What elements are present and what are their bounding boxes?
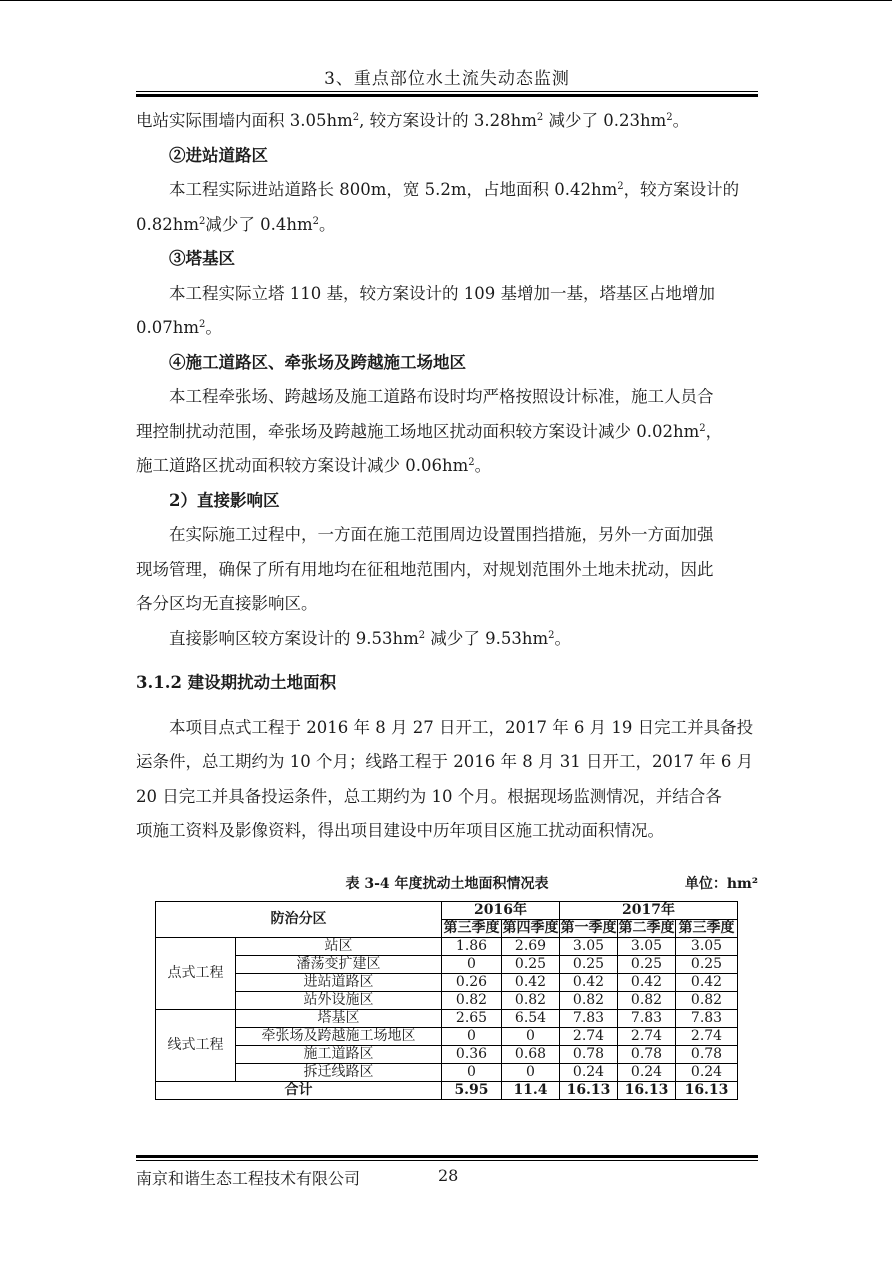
total-cell: 16.13 bbox=[618, 1082, 676, 1100]
cell: 0.42 bbox=[618, 974, 676, 992]
paragraph: 项施工资料及影像资料，得出项目建设中历年项目区施工扰动面积情况。 bbox=[136, 821, 664, 840]
footer-rule-thick bbox=[136, 1155, 758, 1158]
cell: 0 bbox=[442, 956, 502, 974]
row-label: 拆迁线路区 bbox=[236, 1064, 442, 1082]
header-quarter: 第二季度 bbox=[618, 920, 675, 936]
cell: 0 bbox=[442, 1028, 502, 1046]
cell: 7.83 bbox=[560, 1010, 618, 1028]
subheading-direct-impact: 2）直接影响区 bbox=[169, 490, 280, 510]
cell: 0.42 bbox=[560, 974, 618, 992]
header-zone: 防治分区 bbox=[156, 902, 442, 938]
total-label: 合计 bbox=[156, 1082, 442, 1100]
cell: 0.25 bbox=[618, 956, 676, 974]
paragraph: 本工程实际立塔 110 基，较方案设计的 109 基增加一基，塔基区占地增加 bbox=[169, 283, 715, 303]
paragraph: 本工程牵张场、跨越场及施工道路布设时均严格按照设计标准，施工人员合 bbox=[169, 387, 714, 406]
table-row bbox=[156, 1046, 738, 1064]
cell: 0.24 bbox=[560, 1064, 618, 1082]
row-label: 施工道路区 bbox=[236, 1046, 442, 1064]
total-cell: 5.95 bbox=[442, 1082, 502, 1100]
cell: 0.78 bbox=[618, 1046, 676, 1064]
header-year-2017: 2017年 bbox=[560, 902, 738, 920]
cell: 3.05 bbox=[676, 938, 738, 956]
header-quarter: 第三季度 bbox=[676, 920, 738, 938]
table-header-row bbox=[156, 902, 738, 920]
paragraph: 本工程实际进站道路长 800m，宽 5.2m，占地面积 $0.42hm^2$，较方案设计的 bbox=[169, 180, 740, 199]
cell: 6.54 bbox=[502, 1010, 560, 1028]
paragraph: 直接影响区较方案设计的 $9.53hm^2$ 减少了 $9.53hm^2$。 bbox=[169, 628, 572, 648]
row-label: 进站道路区 bbox=[236, 974, 442, 992]
cell: 0 bbox=[442, 1064, 502, 1082]
page-top-border bbox=[0, 0, 892, 1]
subheading-construction: ④施工道路区、牵张场及跨越施工场地区 bbox=[169, 352, 466, 372]
table-total-row bbox=[156, 1082, 738, 1100]
cell: 0.36 bbox=[442, 1046, 502, 1064]
table-row bbox=[156, 1028, 738, 1046]
header-quarter: 第一季度 bbox=[560, 920, 617, 936]
row-label: 潘荡变扩建区 bbox=[236, 956, 442, 974]
cell: 0.26 bbox=[442, 974, 502, 992]
cell: 0 bbox=[502, 1064, 560, 1082]
cell: 2.69 bbox=[502, 938, 560, 956]
cell: 1.86 bbox=[442, 938, 502, 956]
subheading-road: ②进站道路区 bbox=[169, 145, 268, 165]
table-row bbox=[156, 992, 738, 1010]
section-heading-3-1-2: 3.1.2 建设期扰动土地面积 bbox=[136, 673, 337, 692]
page-number: 28 bbox=[438, 1166, 459, 1185]
cell: 0.24 bbox=[618, 1064, 676, 1082]
cell: 0.68 bbox=[502, 1046, 560, 1064]
cell: 3.05 bbox=[560, 938, 618, 956]
cell: 0.78 bbox=[676, 1046, 738, 1064]
footer-company: 南京和谐生态工程技术有限公司 bbox=[136, 1169, 361, 1188]
table-row bbox=[156, 1064, 738, 1082]
cell: 0.82 bbox=[618, 992, 676, 1010]
cell: 0.25 bbox=[560, 956, 618, 974]
cell: 0.25 bbox=[502, 956, 560, 974]
row-label: 站外设施区 bbox=[236, 992, 442, 1010]
body-text bbox=[136, 104, 758, 849]
cell: 2.65 bbox=[442, 1010, 502, 1028]
cell: 0 bbox=[502, 1028, 560, 1046]
table-caption: 表 3-4 年度扰动土地面积情况表 bbox=[345, 876, 549, 892]
header-quarter: 第三季度 bbox=[443, 920, 500, 936]
cell: 0.82 bbox=[676, 992, 738, 1010]
cell: 2.74 bbox=[560, 1028, 618, 1046]
total-cell: 11.4 bbox=[502, 1082, 560, 1100]
cell: 0.78 bbox=[560, 1046, 618, 1064]
cell: 7.83 bbox=[618, 1010, 676, 1028]
table-row bbox=[156, 1010, 738, 1028]
paragraph: 施工道路区扰动面积较方案设计减少 $0.06hm^2$。 bbox=[136, 456, 492, 475]
cell: 2.74 bbox=[618, 1028, 676, 1046]
header-rule-thin bbox=[136, 91, 758, 92]
total-cell: 16.13 bbox=[560, 1082, 618, 1100]
row-label: 站区 bbox=[236, 938, 442, 956]
paragraph: 20 日完工并具备投运条件，总工期约为 10 个月。根据现场监测情况，并结合各 bbox=[136, 786, 722, 806]
paragraph: 电站实际围墙内面积 $3.05hm^2$, 较方案设计的 $3.28hm^2$ 减少了 $0.23hm^2$。 bbox=[136, 111, 690, 130]
paragraph: $0.07hm^2$。 bbox=[136, 318, 222, 337]
row-label: 塔基区 bbox=[236, 1010, 442, 1028]
paragraph: $0.82hm^2$减少了 $0.4hm^2$。 bbox=[136, 214, 336, 234]
footer-rule-thin bbox=[136, 1160, 758, 1161]
paragraph: 在实际施工过程中，一方面在施工范围周边设置围挡措施，另外一方面加强 bbox=[169, 525, 714, 544]
group-point-project: 点式工程 bbox=[156, 938, 236, 1010]
header-quarter: 第四季度 bbox=[502, 920, 559, 936]
paragraph: 理控制扰动范围，牵张场及跨越施工场地区扰动面积较方案设计减少 $0.02hm^2$， bbox=[136, 421, 723, 441]
cell: 0.82 bbox=[560, 992, 618, 1010]
cell: 2.74 bbox=[676, 1028, 738, 1046]
cell: 7.83 bbox=[676, 1010, 738, 1028]
cell: 0.25 bbox=[676, 956, 738, 974]
subheading-tower: ③塔基区 bbox=[169, 249, 235, 268]
disturbance-area-table bbox=[155, 901, 738, 1100]
total-cell: 16.13 bbox=[676, 1082, 738, 1100]
header-rule-thick bbox=[136, 94, 758, 97]
group-line-project: 线式工程 bbox=[156, 1010, 236, 1082]
paragraph: 本项目点式工程于 2016 年 8 月 27 日开工，2017 年 6 月 19 日完工并具备投 bbox=[169, 717, 754, 737]
table-unit: 单位：hm² bbox=[684, 876, 758, 892]
running-header: 3、重点部位水土流失动态监测 bbox=[324, 69, 570, 89]
cell: 3.05 bbox=[618, 938, 676, 956]
paragraph: 运条件，总工期约为 10 个月；线路工程于 2016 年 8 月 31 日开工，2017 年 6 月 bbox=[136, 752, 754, 771]
cell: 0.42 bbox=[502, 974, 560, 992]
table-row bbox=[156, 956, 738, 974]
cell: 0.82 bbox=[502, 992, 560, 1010]
paragraph: 现场管理，确保了所有用地均在征租地范围内，对规划范围外土地未扰动，因此 bbox=[136, 559, 714, 579]
header-year-2016: 2016年 bbox=[442, 902, 560, 920]
cell: 0.82 bbox=[442, 992, 502, 1010]
cell: 0.24 bbox=[676, 1064, 738, 1082]
table-caption-row bbox=[136, 873, 758, 897]
table-row bbox=[156, 974, 738, 992]
paragraph: 各分区均无直接影响区。 bbox=[136, 594, 318, 613]
table-row bbox=[156, 938, 738, 956]
row-label: 牵张场及跨越施工场地区 bbox=[236, 1028, 442, 1046]
cell: 0.42 bbox=[676, 974, 738, 992]
